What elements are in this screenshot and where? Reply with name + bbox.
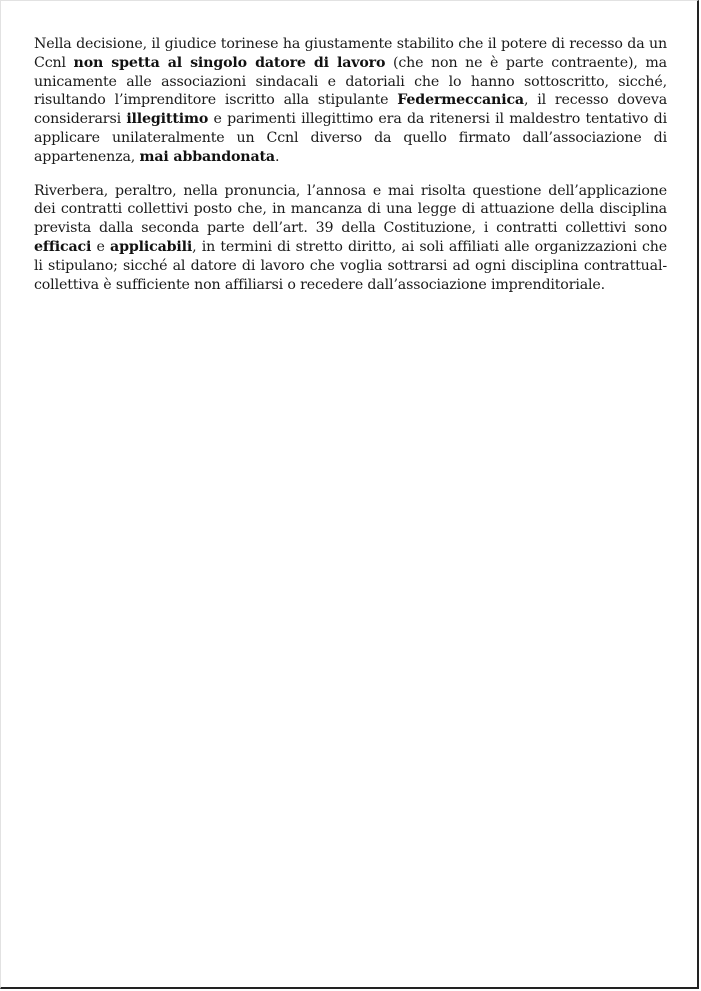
- paragraph-text: , in termini di stretto diritto, ai soli affiliati alle organizzazioni che li stipulano; sicché al datore di lavoro che voglia sottrarsi ad ogni disciplina contrattual-collettiva è sufficiente non affiliarsi o recedere dall’associazione imprenditoriale.: [34, 238, 668, 293]
- emphasis-text: illegittimo: [126, 111, 209, 128]
- emphasis-text: Federmeccanica: [397, 92, 524, 109]
- paragraph-text: e: [91, 238, 111, 255]
- emphasis-text: mai abbandonata: [139, 148, 275, 165]
- paragraph: [34, 35, 667, 167]
- paragraph-text: e parimenti illegittimo era da ritenersi il maldestro tentativo di applicare unilateralmente un Ccnl diverso da quello firmato dall’associazione di appartenenza,: [34, 111, 667, 165]
- paragraph-text: .: [274, 148, 280, 165]
- emphasis-text: applicabili: [110, 238, 193, 255]
- paragraph-text: , il recesso doveva considerarsi: [34, 92, 668, 128]
- paragraph: [34, 182, 667, 295]
- emphasis-text: efficaci: [34, 238, 92, 255]
- paragraph-text: (che non ne è parte contraente), ma unicamente alle associazioni sindacali e datoriali che lo hanno sottoscritto, sicché, risultando l’imprenditore iscritto alla stipulante: [34, 54, 667, 109]
- emphasis-text: non spetta al singolo datore di lavoro: [73, 54, 386, 71]
- document-body: [34, 35, 667, 309]
- paragraph-text: Riverbera, peraltro, nella pronuncia, l’annosa e mai risolta questione dell’applicazione dei contratti collettivi posto che, in mancanza di una legge di attuazione della disciplina prevista dalla seconda parte dell’art. 39 della Costituzione, i contratti collettivi sono: [34, 182, 667, 237]
- paragraph-text: Nella decisione, il giudice torinese ha giustamente stabilito che il potere di recesso da un Ccnl: [34, 36, 667, 71]
